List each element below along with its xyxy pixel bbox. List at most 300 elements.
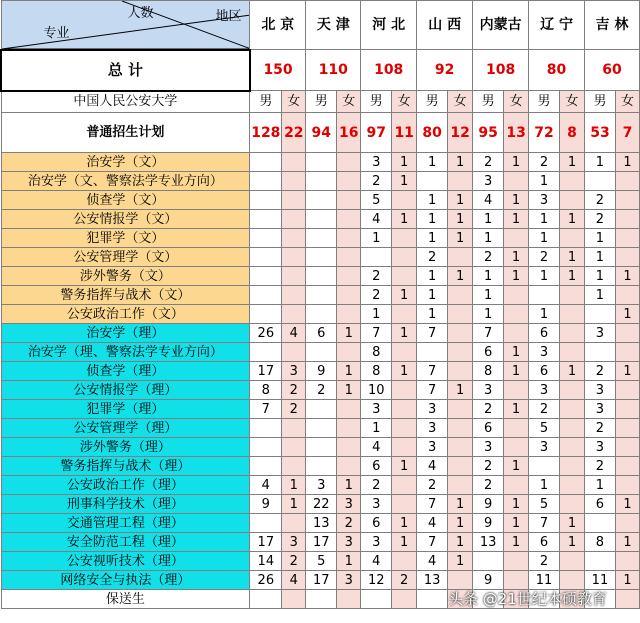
count-cell <box>282 514 306 533</box>
count-cell <box>250 267 282 286</box>
major-name: 治安学（理、警察法学专业方向） <box>1 343 250 362</box>
major-name: 警务指挥与战术（理） <box>1 457 250 476</box>
count-cell <box>392 438 417 457</box>
count-cell: 1 <box>417 229 448 248</box>
count-cell <box>306 191 337 210</box>
count-cell: 1 <box>615 305 639 324</box>
plan-value: 11 <box>392 113 417 153</box>
count-cell: 3 <box>337 571 361 590</box>
count-cell <box>306 286 337 305</box>
count-cell <box>615 590 639 609</box>
count-cell <box>306 267 337 286</box>
count-cell <box>250 248 282 267</box>
count-cell: 1 <box>560 153 585 172</box>
count-cell: 2 <box>361 172 392 191</box>
count-cell: 1 <box>417 267 448 286</box>
count-cell <box>448 172 473 191</box>
count-cell: 1 <box>448 381 473 400</box>
count-cell: 3 <box>282 362 306 381</box>
count-cell: 1 <box>337 552 361 571</box>
table-row <box>1 248 640 267</box>
count-cell: 13 <box>473 533 504 552</box>
male-header: 男 <box>473 91 504 113</box>
count-cell: 1 <box>361 419 392 438</box>
count-cell <box>615 324 639 343</box>
count-cell <box>529 457 560 476</box>
count-cell: 7 <box>361 324 392 343</box>
table-row <box>1 210 640 229</box>
count-cell: 1 <box>361 229 392 248</box>
count-cell <box>337 248 361 267</box>
count-cell: 1 <box>584 286 615 305</box>
major-name: 治安学（文、警察法学专业方向） <box>1 172 250 191</box>
count-cell: 5 <box>306 552 337 571</box>
count-cell: 2 <box>361 286 392 305</box>
count-cell <box>306 229 337 248</box>
count-cell: 2 <box>417 476 448 495</box>
count-cell: 1 <box>473 210 504 229</box>
count-cell <box>560 172 585 191</box>
count-cell <box>560 229 585 248</box>
count-cell: 3 <box>337 495 361 514</box>
count-cell <box>584 514 615 533</box>
count-cell: 4 <box>282 324 306 343</box>
major-name: 安全防范工程（理） <box>1 533 250 552</box>
count-cell: 3 <box>282 533 306 552</box>
major-name: 公安视听技术（理） <box>1 552 250 571</box>
count-cell: 1 <box>417 191 448 210</box>
count-cell: 4 <box>417 514 448 533</box>
count-cell: 2 <box>361 267 392 286</box>
count-cell: 2 <box>392 571 417 590</box>
count-cell <box>448 419 473 438</box>
count-cell <box>250 419 282 438</box>
plan-value: 7 <box>615 113 639 153</box>
count-cell: 1 <box>417 286 448 305</box>
count-cell: 1 <box>529 476 560 495</box>
province-header: 辽 宁 <box>529 1 585 50</box>
count-cell <box>560 343 585 362</box>
count-cell <box>282 248 306 267</box>
count-cell <box>306 305 337 324</box>
count-cell: 5 <box>529 495 560 514</box>
count-cell: 1 <box>504 343 529 362</box>
count-cell: 2 <box>473 400 504 419</box>
count-cell: 8 <box>361 343 392 362</box>
count-cell <box>448 400 473 419</box>
major-name: 公安管理学（文） <box>1 248 250 267</box>
count-cell: 8 <box>584 533 615 552</box>
count-cell: 1 <box>392 457 417 476</box>
count-cell <box>337 191 361 210</box>
count-cell: 1 <box>584 153 615 172</box>
count-cell <box>560 476 585 495</box>
count-cell <box>448 476 473 495</box>
count-cell <box>282 590 306 609</box>
count-cell <box>392 400 417 419</box>
count-cell: 9 <box>473 571 504 590</box>
count-cell: 2 <box>584 210 615 229</box>
count-cell <box>250 172 282 191</box>
count-cell: 1 <box>584 267 615 286</box>
count-cell <box>337 457 361 476</box>
count-cell <box>584 343 615 362</box>
plan-value: 97 <box>361 113 392 153</box>
count-cell: 1 <box>361 305 392 324</box>
count-cell: 1 <box>417 153 448 172</box>
count-cell: 4 <box>361 552 392 571</box>
count-cell <box>504 305 529 324</box>
count-cell <box>250 153 282 172</box>
count-cell: 3 <box>417 438 448 457</box>
province-header: 内蒙古 <box>473 1 529 50</box>
count-cell <box>282 267 306 286</box>
major-name: 治安学（理） <box>1 324 250 343</box>
count-cell <box>250 286 282 305</box>
province-header: 河 北 <box>361 1 417 50</box>
count-cell: 6 <box>529 533 560 552</box>
count-cell: 3 <box>529 381 560 400</box>
count-cell <box>417 343 448 362</box>
count-cell: 1 <box>448 153 473 172</box>
total-value: 60 <box>584 50 639 91</box>
count-cell: 4 <box>361 210 392 229</box>
table-row <box>1 438 640 457</box>
count-cell: 1 <box>584 476 615 495</box>
count-cell: 1 <box>560 210 585 229</box>
count-cell <box>504 229 529 248</box>
count-cell: 1 <box>560 248 585 267</box>
count-cell: 3 <box>473 381 504 400</box>
province-header: 北 京 <box>250 1 306 50</box>
count-cell <box>337 286 361 305</box>
count-cell: 7 <box>529 514 560 533</box>
count-cell: 1 <box>615 533 639 552</box>
major-name: 保送生 <box>1 590 250 609</box>
count-cell: 4 <box>417 552 448 571</box>
count-cell: 3 <box>473 438 504 457</box>
table-row <box>1 514 640 533</box>
count-cell <box>584 305 615 324</box>
count-cell <box>504 381 529 400</box>
major-name: 刑事科学技术（理） <box>1 495 250 514</box>
count-cell <box>392 191 417 210</box>
count-cell: 1 <box>392 362 417 381</box>
count-cell <box>392 552 417 571</box>
count-cell: 3 <box>361 400 392 419</box>
female-header: 女 <box>282 91 306 113</box>
count-cell: 1 <box>504 457 529 476</box>
female-header: 女 <box>392 91 417 113</box>
count-cell <box>615 229 639 248</box>
count-cell: 26 <box>250 324 282 343</box>
count-cell <box>306 210 337 229</box>
count-cell: 2 <box>306 381 337 400</box>
male-header: 男 <box>529 91 560 113</box>
total-value: 110 <box>306 50 361 91</box>
region-header-label: 地区 <box>215 9 242 24</box>
major-name: 交通管理工程（理） <box>1 514 250 533</box>
count-cell: 1 <box>473 267 504 286</box>
count-cell: 6 <box>361 514 392 533</box>
major-name: 公安管理学（理） <box>1 419 250 438</box>
count-cell <box>361 590 392 609</box>
count-cell <box>250 210 282 229</box>
count-cell: 5 <box>529 419 560 438</box>
count-cell: 9 <box>306 362 337 381</box>
major-name: 犯罪学（文） <box>1 229 250 248</box>
count-cell: 5 <box>361 191 392 210</box>
count-cell: 1 <box>584 229 615 248</box>
female-header: 女 <box>560 91 585 113</box>
count-cell <box>282 172 306 191</box>
count-cell: 8 <box>250 381 282 400</box>
table-row <box>1 381 640 400</box>
count-cell <box>448 305 473 324</box>
count-cell: 2 <box>529 552 560 571</box>
count-cell: 2 <box>529 400 560 419</box>
total-value: 80 <box>529 50 585 91</box>
count-cell: 1 <box>504 210 529 229</box>
count-cell <box>282 457 306 476</box>
count-cell: 1 <box>392 286 417 305</box>
count-cell: 3 <box>417 419 448 438</box>
count-cell: 7 <box>417 495 448 514</box>
count-cell <box>615 286 639 305</box>
major-name: 公安政治工作（文） <box>1 305 250 324</box>
count-cell: 1 <box>504 514 529 533</box>
count-cell: 2 <box>473 457 504 476</box>
university-name: 中国人民公安大学 <box>1 91 250 113</box>
count-cell: 7 <box>417 324 448 343</box>
major-name: 公安情报学（理） <box>1 381 250 400</box>
count-cell: 1 <box>417 210 448 229</box>
count-cell <box>392 248 417 267</box>
count-cell: 2 <box>282 381 306 400</box>
count-cell: 4 <box>473 191 504 210</box>
count-cell <box>392 305 417 324</box>
table-row <box>1 153 640 172</box>
count-cell: 1 <box>448 210 473 229</box>
count-cell <box>560 400 585 419</box>
plan-label: 普通招生计划 <box>1 113 250 153</box>
count-cell <box>417 172 448 191</box>
count-cell: 6 <box>529 324 560 343</box>
count-cell <box>392 476 417 495</box>
count-cell: 1 <box>529 267 560 286</box>
count-cell: 3 <box>361 533 392 552</box>
count-cell: 3 <box>361 495 392 514</box>
count-cell: 6 <box>306 324 337 343</box>
count-cell: 1 <box>448 533 473 552</box>
plan-value: 94 <box>306 113 337 153</box>
count-cell <box>392 267 417 286</box>
count-cell: 6 <box>473 343 504 362</box>
count-cell <box>306 172 337 191</box>
count-cell <box>615 400 639 419</box>
count-cell <box>337 438 361 457</box>
count-cell <box>306 438 337 457</box>
count-cell <box>337 305 361 324</box>
count-cell <box>504 552 529 571</box>
count-cell: 1 <box>504 191 529 210</box>
count-cell <box>473 552 504 571</box>
count-cell: 17 <box>250 533 282 552</box>
count-cell: 1 <box>504 533 529 552</box>
count-cell: 9 <box>473 514 504 533</box>
count-cell <box>504 172 529 191</box>
count-cell <box>615 476 639 495</box>
count-cell: 1 <box>473 305 504 324</box>
count-cell <box>615 343 639 362</box>
count-cell <box>282 210 306 229</box>
count-cell <box>306 400 337 419</box>
plan-value: 72 <box>529 113 560 153</box>
male-header: 男 <box>584 91 615 113</box>
count-cell: 1 <box>282 476 306 495</box>
count-cell <box>448 362 473 381</box>
count-cell <box>337 343 361 362</box>
count-cell <box>282 305 306 324</box>
table-row <box>1 495 640 514</box>
count-cell <box>417 590 448 609</box>
count-cell: 3 <box>529 191 560 210</box>
count-cell <box>361 248 392 267</box>
major-name: 涉外警务（理） <box>1 438 250 457</box>
count-cell <box>560 552 585 571</box>
count-cell: 2 <box>584 362 615 381</box>
count-cell <box>560 419 585 438</box>
count-cell <box>306 457 337 476</box>
province-header: 吉 林 <box>584 1 639 50</box>
count-cell: 1 <box>337 362 361 381</box>
table-row <box>1 267 640 286</box>
count-cell: 1 <box>448 191 473 210</box>
count-cell <box>504 571 529 590</box>
count-cell: 2 <box>473 153 504 172</box>
plan-value: 16 <box>337 113 361 153</box>
count-cell: 1 <box>529 305 560 324</box>
count-cell <box>615 419 639 438</box>
count-cell: 7 <box>417 533 448 552</box>
watermark: 头条 @21世纪本硕教育 <box>448 590 607 608</box>
count-cell <box>615 381 639 400</box>
count-cell: 8 <box>361 362 392 381</box>
count-cell: 4 <box>361 438 392 457</box>
plan-value: 12 <box>448 113 473 153</box>
count-cell <box>337 590 361 609</box>
count-cell <box>529 286 560 305</box>
count-cell: 1 <box>529 229 560 248</box>
count-cell <box>448 457 473 476</box>
count-cell <box>282 343 306 362</box>
count-cell <box>448 248 473 267</box>
count-cell <box>392 381 417 400</box>
count-cell <box>560 571 585 590</box>
count-cell <box>560 457 585 476</box>
count-cell: 1 <box>615 267 639 286</box>
count-cell: 1 <box>504 153 529 172</box>
count-cell: 1 <box>392 514 417 533</box>
count-cell: 1 <box>504 362 529 381</box>
count-cell <box>337 229 361 248</box>
count-cell: 4 <box>417 457 448 476</box>
plan-value: 53 <box>584 113 615 153</box>
count-cell: 17 <box>306 533 337 552</box>
table-row <box>1 400 640 419</box>
count-cell: 1 <box>560 514 585 533</box>
count-cell <box>306 343 337 362</box>
count-cell: 2 <box>529 248 560 267</box>
table-row <box>1 533 640 552</box>
count-cell <box>337 400 361 419</box>
count-cell: 7 <box>250 400 282 419</box>
count-cell: 7 <box>473 324 504 343</box>
female-header: 女 <box>337 91 361 113</box>
count-cell: 11 <box>584 571 615 590</box>
count-cell <box>337 153 361 172</box>
count-cell <box>337 267 361 286</box>
count-cell: 1 <box>448 495 473 514</box>
count-cell: 4 <box>282 571 306 590</box>
count-cell: 7 <box>417 362 448 381</box>
count-cell: 1 <box>448 229 473 248</box>
count-cell <box>504 324 529 343</box>
count-cell <box>392 495 417 514</box>
count-cell: 3 <box>584 438 615 457</box>
count-cell: 1 <box>392 153 417 172</box>
count-cell: 1 <box>560 533 585 552</box>
total-value: 150 <box>250 50 306 91</box>
count-cell: 1 <box>504 495 529 514</box>
table-row <box>1 229 640 248</box>
table-row <box>1 191 640 210</box>
table-row <box>1 305 640 324</box>
count-cell: 11 <box>529 571 560 590</box>
count-cell <box>250 438 282 457</box>
count-cell <box>560 286 585 305</box>
count-cell <box>560 305 585 324</box>
table-row <box>1 476 640 495</box>
count-cell <box>504 476 529 495</box>
count-cell: 1 <box>529 210 560 229</box>
plan-value: 22 <box>282 113 306 153</box>
count-cell: 6 <box>584 495 615 514</box>
count-cell: 3 <box>529 438 560 457</box>
table-row <box>1 343 640 362</box>
total-label: 总 计 <box>1 50 250 91</box>
count-cell: 4 <box>250 476 282 495</box>
major-name: 公安情报学（文） <box>1 210 250 229</box>
count-cell <box>584 552 615 571</box>
count-cell: 2 <box>282 552 306 571</box>
count-cell: 9 <box>473 495 504 514</box>
count-cell: 1 <box>337 324 361 343</box>
count-cell: 1 <box>504 400 529 419</box>
table-row <box>1 552 640 571</box>
count-cell: 1 <box>529 172 560 191</box>
female-header: 女 <box>448 91 473 113</box>
count-cell: 1 <box>337 381 361 400</box>
count-cell: 13 <box>306 514 337 533</box>
province-header: 天 津 <box>306 1 361 50</box>
count-cell: 2 <box>584 191 615 210</box>
count-cell: 2 <box>473 476 504 495</box>
count-cell <box>250 305 282 324</box>
count-cell: 3 <box>473 172 504 191</box>
count-cell: 3 <box>417 400 448 419</box>
count-cell: 1 <box>448 267 473 286</box>
